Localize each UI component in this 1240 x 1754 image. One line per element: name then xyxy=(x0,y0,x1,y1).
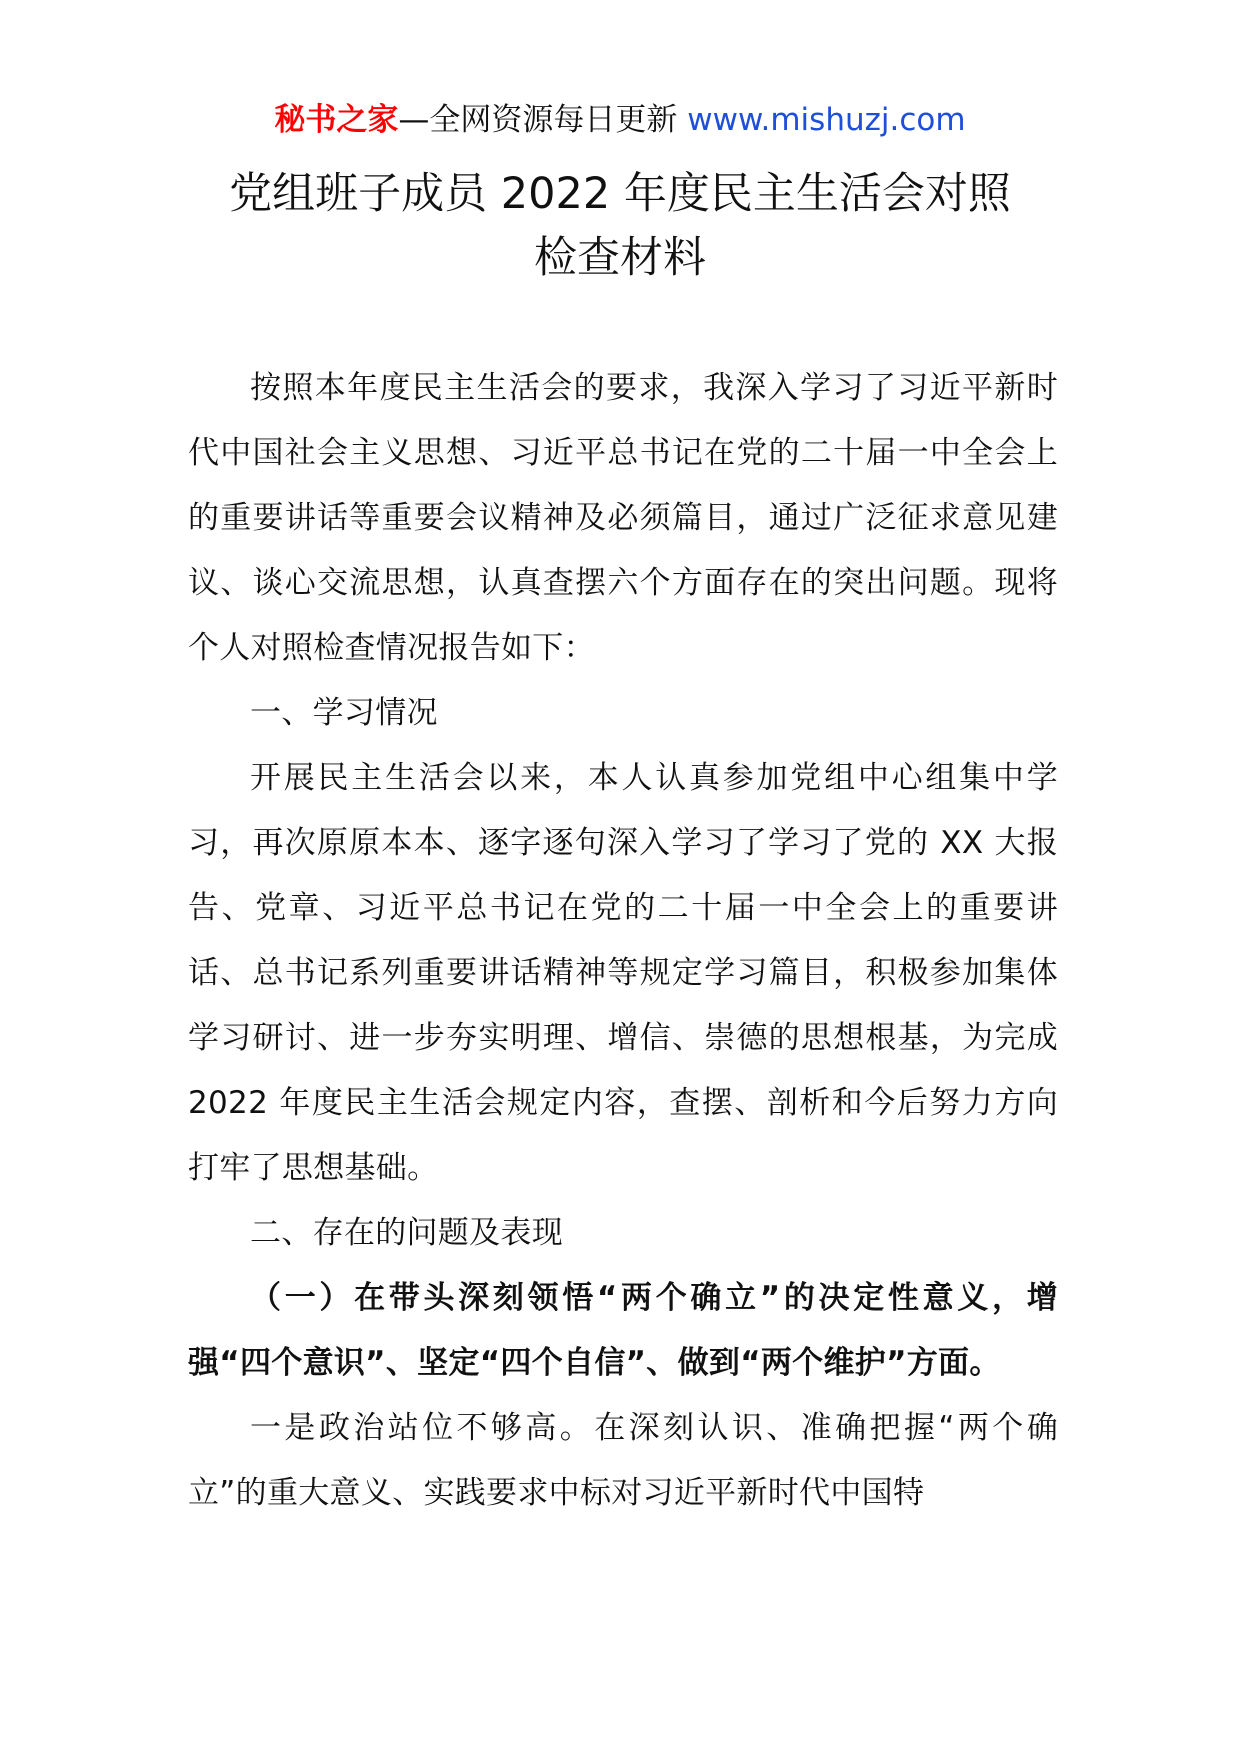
intro-paragraph: 按照本年度民主生活会的要求，我深入学习了习近平新时代中国社会主义思想、习近平总书记在党的二十届一中全会上的重要讲话等重要会议精神及必须篇目，通过广泛征求意见建议、谈心交流思想，认真查摆六个方面存在的突出问题。现将个人对照检查情况报告如下： xyxy=(188,370,1058,666)
document-title xyxy=(0,162,1240,290)
banner-url-link[interactable]: www.mishuzj.com xyxy=(687,102,966,138)
section-heading-study: 一、学习情况 xyxy=(250,695,438,731)
title-line-2: 检查材料 xyxy=(534,233,706,283)
problem-paragraph-1: 一是政治站位不够高。在深刻认识、准确把握“两个确立”的重大意义、实践要求中标对习近平新时代中国特 xyxy=(188,1410,1058,1511)
banner-tagline: —全网资源每日更新 xyxy=(398,102,678,138)
section-heading-problems: 二、存在的问题及表现 xyxy=(250,1215,563,1251)
subsection-heading-1: （一）在带头深刻领悟“两个确立”的决定性意义，增强“四个意识”、坚定“四个自信”、做到“两个维护”方面。 xyxy=(188,1280,1058,1381)
study-paragraph: 开展民主生活会以来，本人认真参加党组中心组集中学习，再次原原本本、逐字逐句深入学习了学习了党的 XX 大报告、党章、习近平总书记在党的二十届一中全会上的重要讲话、总书记系列重要讲话精神等规定学习篇目，积极参加集体学习研讨、进一步夯实明理、增信、崇德的思想根基，为完成 2022 年度民主生活会规定内容，查摆、剖析和今后努力方向打牢了思想基础。 xyxy=(188,760,1058,1186)
document-body xyxy=(188,356,1058,1526)
site-banner xyxy=(0,100,1240,140)
title-line-1: 党组班子成员 2022 年度民主生活会对照 xyxy=(229,169,1011,219)
banner-brand: 秘书之家 xyxy=(274,102,399,138)
